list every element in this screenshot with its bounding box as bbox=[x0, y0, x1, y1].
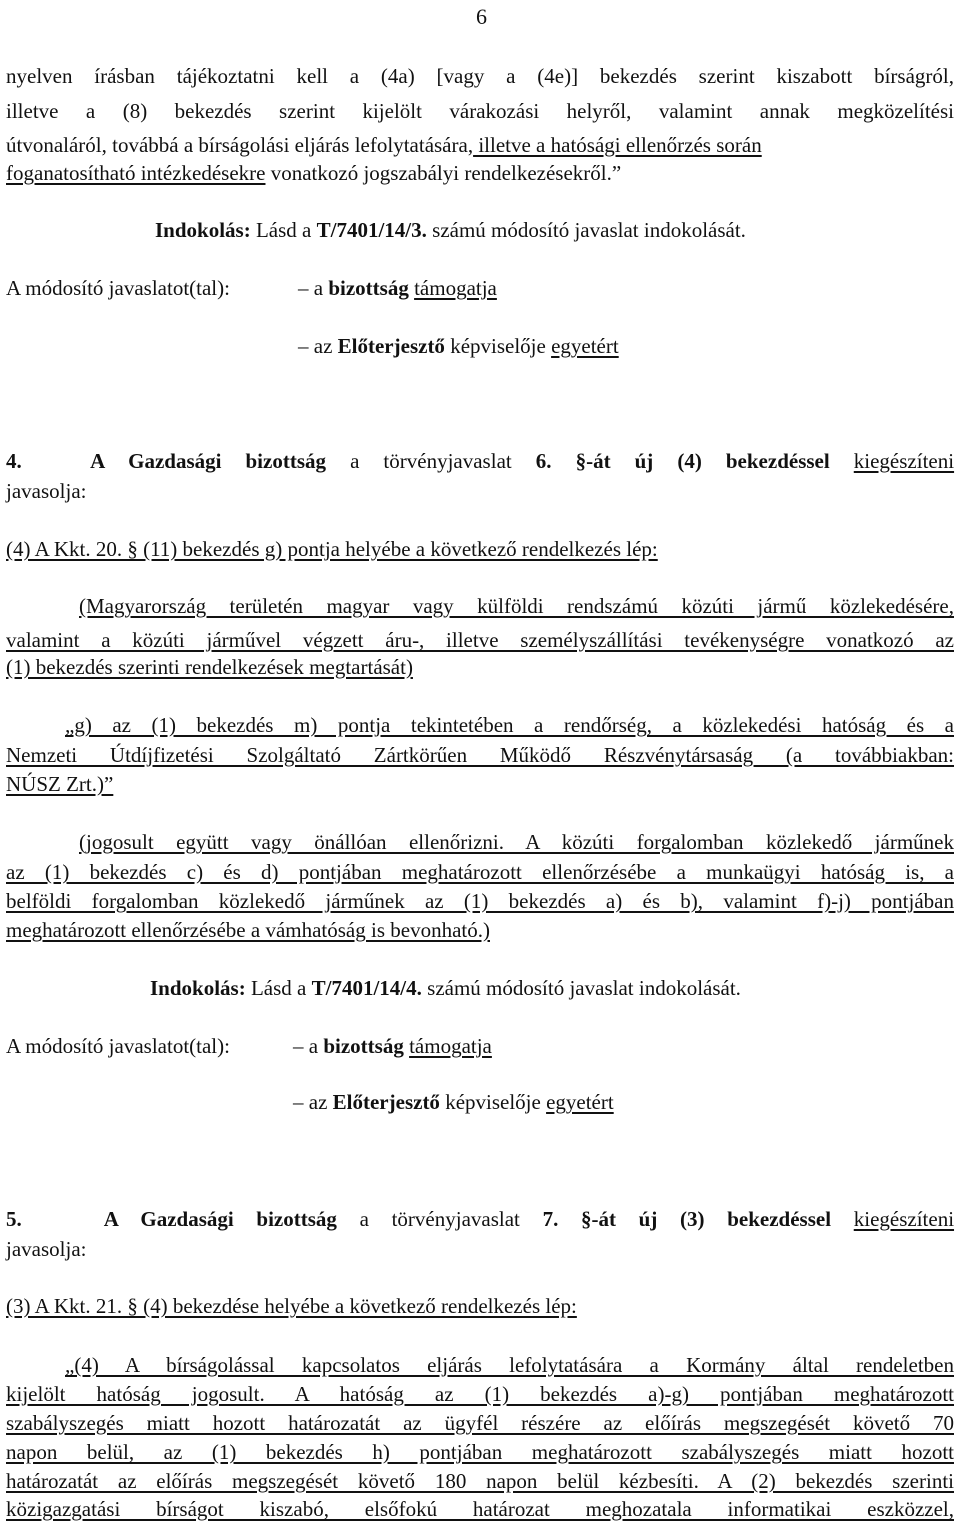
indokolas-1 bbox=[155, 215, 746, 245]
intro-line-4 bbox=[6, 158, 954, 188]
item4-sub-heading: (4) A Kkt. 20. § (11) bekezdés g) pontja helyébe a következő rendelkezés lép: bbox=[6, 537, 658, 561]
vote-committee-2-result: támogatja bbox=[409, 1034, 492, 1058]
item5-paragraph: 7. §-át új (3) bekezdéssel bbox=[542, 1207, 832, 1231]
item5-quote-6: közigazgatási bírságot kiszabó, elsőfokú határozat meghozatala informatikai eszközzel, bbox=[6, 1497, 954, 1521]
item5-quote-1: „(4) A bírságolással kapcsolatos eljárás lefolytatására a Kormány által rendeletben bbox=[65, 1353, 954, 1377]
item4-context-3: (1) bekezdés szerinti rendelkezések megtartását) bbox=[6, 655, 413, 679]
vote-presenter-1 bbox=[298, 331, 619, 361]
indokolas-2-pre: Lásd a bbox=[245, 976, 312, 1000]
item4-kiegesziteni: kiegészíteni bbox=[853, 449, 955, 473]
item4-context-1: (Magyarország területén magyar vagy külföldi rendszámú közúti jármű közlekedésére, bbox=[79, 594, 954, 618]
item4-heading bbox=[6, 446, 954, 476]
item5-title: A Gazdasági bizottság bbox=[103, 1207, 337, 1231]
item5-quote-5: határozatát az előírás megszegését követő 180 napon belül kézbesíti. A (2) bekezdés szerinti bbox=[6, 1469, 954, 1493]
vote-presenter-1-role: képviselője bbox=[444, 334, 552, 358]
item4-title-mid: a törvényjavaslat bbox=[326, 449, 536, 473]
indokolas-1-pre: Lásd a bbox=[250, 218, 317, 242]
intro-line-3-b: illetve a hatósági ellenőrzés során bbox=[473, 133, 762, 157]
item4-context-2: valamint a közúti járművel végzett áru-, illetve személyszállítási tevékenységre vonatkozó az bbox=[6, 628, 954, 652]
item4-paragraph: 6. §-át új (4) bekezdéssel bbox=[535, 449, 830, 473]
intro-line-2: illetve a (8) bekezdés szerint kijelölt várakozási helyről, valamint annak megközelítési bbox=[6, 99, 954, 123]
item4-cont-3: belföldi forgalomban közlekedő járműnek az (1) bekezdés a) és b), valamint f)-j) pontjában bbox=[6, 889, 954, 913]
item4-javasolja: javasolja: bbox=[6, 479, 87, 503]
vote-committee-2-name: bizottság bbox=[323, 1034, 404, 1058]
vote-presenter-1-name: Előterjesztő bbox=[337, 334, 445, 358]
vote-committee-1-result: támogatja bbox=[414, 276, 497, 300]
item4-cont-4: meghatározott ellenőrzésébe a vámhatóság is bevonható.) bbox=[6, 918, 490, 942]
item5-quote-2: kijelölt hatóság jogosult. A hatóság az (1) bekezdés a)-g) pontjában meghatározott bbox=[6, 1382, 954, 1406]
item5-number: 5. bbox=[6, 1207, 22, 1231]
indokolas-2-ref: T/7401/14/4. bbox=[311, 976, 422, 1000]
item4-title: A Gazdasági bizottság bbox=[90, 449, 327, 473]
intro-line-4-b: vonatkozó jogszabályi rendelkezésekről.” bbox=[265, 161, 622, 185]
item5-quote-3: szabályszegés miatt hozott határozatát az ügyfél részére az előírás megszegését követő 70 bbox=[6, 1411, 954, 1435]
item5-title-mid: a törvényjavaslat bbox=[336, 1207, 543, 1231]
page-number: 6 bbox=[476, 4, 487, 29]
intro-line-1: nyelven írásban tájékoztatni kell a (4a) [vagy a (4e)] bekezdés szerint kiszabott bírságról, bbox=[6, 64, 954, 88]
item4-quote-2: Nemzeti Útdíjfizetési Szolgáltató Zártkörűen Működő Részvénytársaság (a továbbiakban: bbox=[6, 743, 954, 767]
modosito-label-2: A módosító javaslatot(tal): bbox=[6, 1034, 230, 1058]
vote-presenter-2-result: egyetért bbox=[546, 1090, 614, 1114]
indokolas-1-ref: T/7401/14/3. bbox=[316, 218, 427, 242]
vote-presenter-2-dash: – az bbox=[293, 1090, 333, 1114]
indokolas-2 bbox=[150, 973, 741, 1003]
vote-committee-1 bbox=[298, 273, 497, 303]
vote-presenter-2-role: képviselője bbox=[439, 1090, 547, 1114]
item5-quote-4: napon belül, az (1) bekezdés h) pontjában meghatározott szabályszegés miatt hozott bbox=[6, 1440, 954, 1464]
vote-presenter-2-name: Előterjesztő bbox=[332, 1090, 440, 1114]
item4-quote-3: NÚSZ Zrt.)” bbox=[6, 772, 114, 796]
intro-line-3-a: útvonaláról, továbbá a bírságolási eljárás lefolytatására, bbox=[6, 133, 474, 157]
item5-kiegesziteni: kiegészíteni bbox=[853, 1207, 955, 1231]
item5-sub-heading: (3) A Kkt. 21. § (4) bekezdése helyébe a következő rendelkezés lép: bbox=[6, 1294, 577, 1318]
vote-presenter-1-dash: – az bbox=[298, 334, 338, 358]
vote-committee-2 bbox=[293, 1031, 492, 1061]
item5-heading bbox=[6, 1204, 954, 1234]
item4-quote-1: „g) az (1) bekezdés m) pontja tekintetében a rendőrség, a közlekedési hatóság és a bbox=[65, 713, 954, 737]
indokolas-1-label: Indokolás: bbox=[155, 218, 251, 242]
item4-number: 4. bbox=[6, 449, 22, 473]
intro-line-3 bbox=[6, 130, 954, 160]
vote-committee-1-name: bizottság bbox=[328, 276, 409, 300]
vote-presenter-2 bbox=[293, 1087, 614, 1117]
indokolas-1-post: számú módosító javaslat indokolását. bbox=[426, 218, 746, 242]
intro-line-4-a: foganatosítható intézkedésekre bbox=[6, 161, 266, 185]
item5-javasolja: javasolja: bbox=[6, 1237, 87, 1261]
vote-presenter-1-result: egyetért bbox=[551, 334, 619, 358]
vote-committee-2-dash: – a bbox=[293, 1034, 324, 1058]
item4-cont-2: az (1) bekezdés c) és d) pontjában meghatározott ellenőrzésébe a munkaügyi hatóság is, a bbox=[6, 860, 954, 884]
vote-committee-1-dash: – a bbox=[298, 276, 329, 300]
item4-cont-1: (jogosult együtt vagy önállóan ellenőrizni. A közúti forgalomban közlekedő járműnek bbox=[79, 830, 954, 854]
modosito-label-1: A módosító javaslatot(tal): bbox=[6, 276, 230, 300]
indokolas-2-post: számú módosító javaslat indokolását. bbox=[421, 976, 741, 1000]
indokolas-2-label: Indokolás: bbox=[150, 976, 246, 1000]
